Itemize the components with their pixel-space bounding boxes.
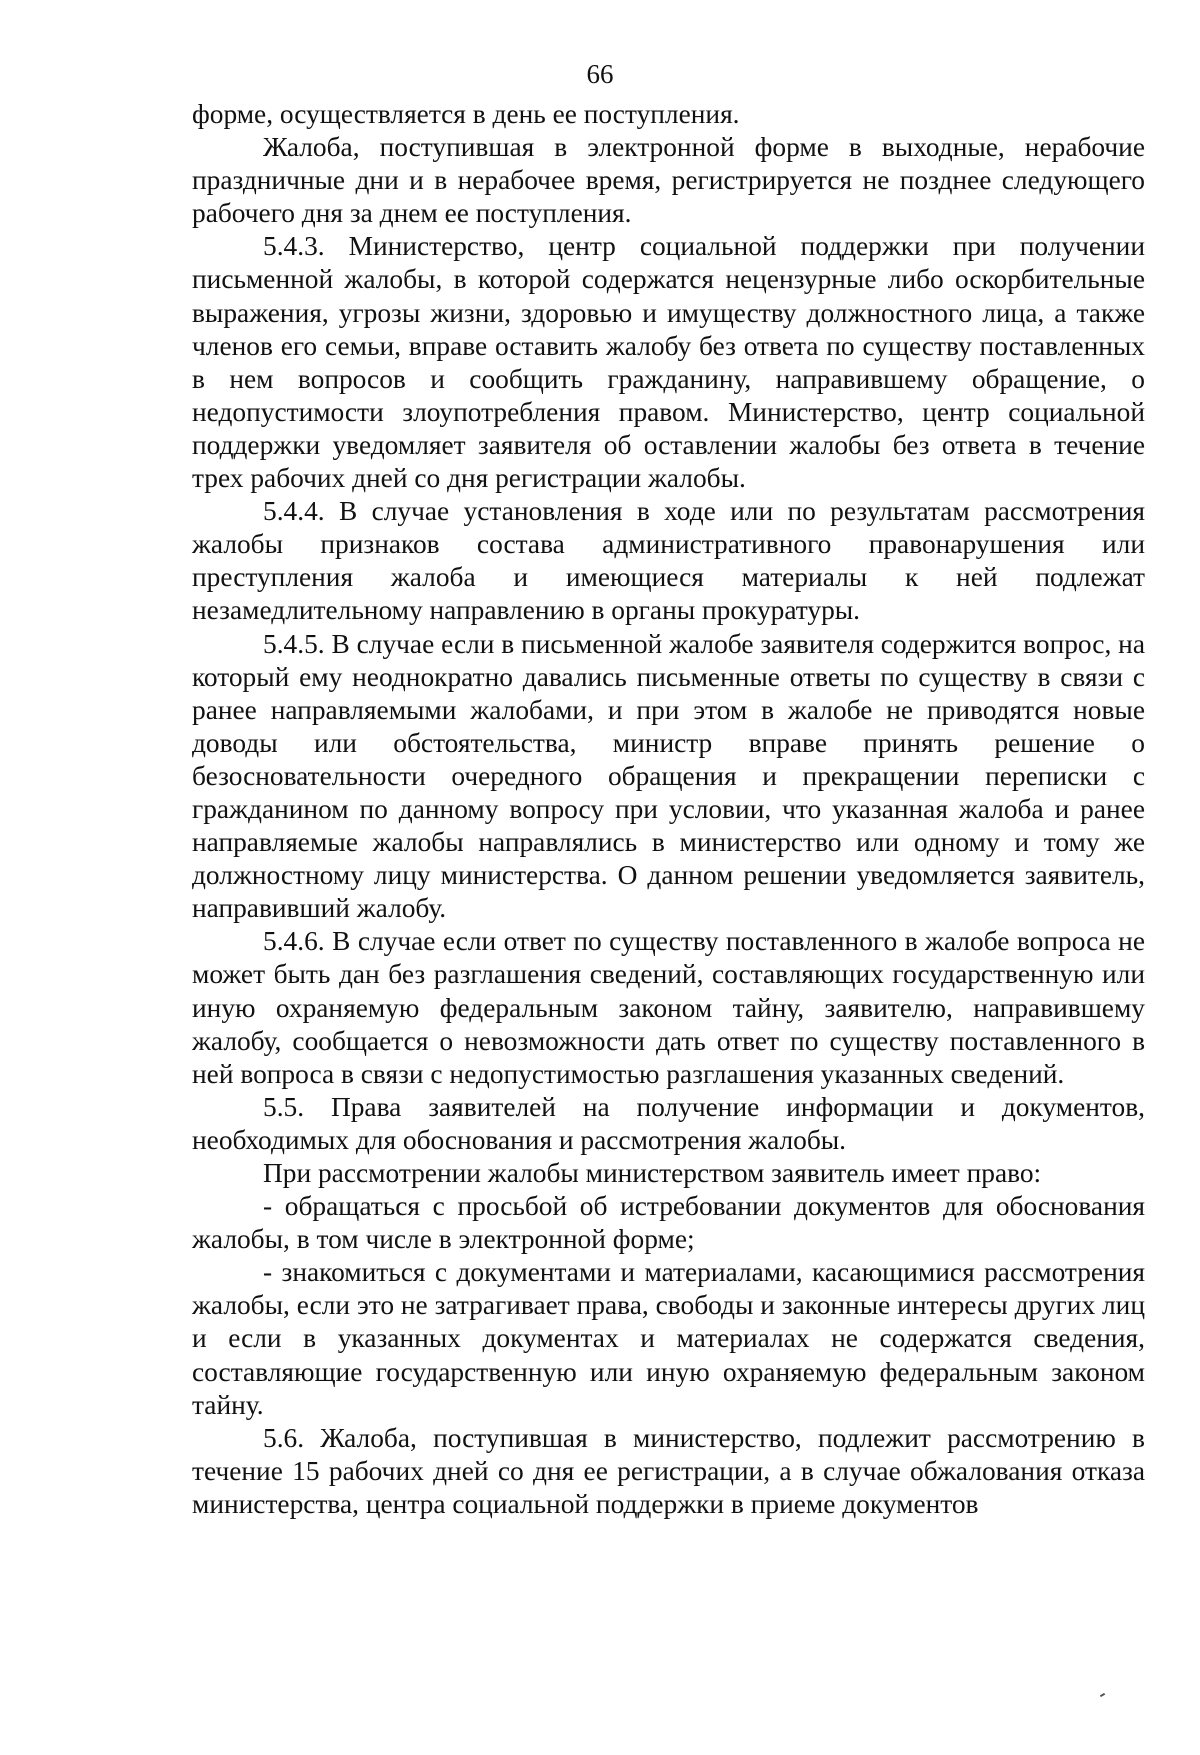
paragraph-5-4-5: 5.4.5. В случае если в письменной жалобе заявителя содержится вопрос, на который ему неоднократно давались письменные ответы по существу в связи с ранее направляемыми жалобами, и при этом в жалобе не приводятся новые доводы или обстоятельства, министр вправе принять решение о безосновательности очередного обращения и прекращении переписки с гражданином по данному вопросу при условии, что указанная жалоба и ранее направляемые жалобы направлялись в министерство или одному и тому же должностному лицу министерства. О данном решении уведомляется заявитель, направивший жалобу.: [192, 628, 1145, 924]
page-number: 66: [586, 59, 614, 89]
scan-artifact: [1100, 1693, 1105, 1697]
paragraph-continuation: форме, осуществляется в день ее поступления.: [192, 99, 740, 129]
list-item-request-documents: - обращаться с просьбой об истребовании документов для обоснования жалобы, в том числе в электронной форме;: [192, 1191, 1145, 1255]
paragraph-5-4-4: 5.4.4. В случае установления в ходе или по результатам рассмотрения жалобы признаков состава административного правонарушения или преступления жалоба и имеющиеся материалы к ней подлежат незамедлительному направлению в органы прокуратуры.: [192, 496, 1145, 626]
paragraph-5-4-3: 5.4.3. Министерство, центр социальной поддержки при получении письменной жалобы, в которой содержатся нецензурные либо оскорбительные выражения, угрозы жизни, здоровью и имуществу должностного лица, а также членов его семьи, вправе оставить жалобу без ответа по существу поставленных в нем вопросов и сообщить гражданину, направившему обращение, о недопустимости злоупотребления правом. Министерство, центр социальной поддержки уведомляет заявителя об оставлении жалобы без ответа в течение трех рабочих дней со дня регистрации жалобы.: [192, 231, 1145, 494]
document-body: [192, 98, 1145, 1521]
paragraph-5-6: 5.6. Жалоба, поступившая в министерство, подлежит рассмотрению в течение 15 рабочих дней со дня ее регистрации, а в случае обжалования отказа министерства, центра социальной поддержки в приеме документов: [192, 1422, 1145, 1519]
list-item-review-documents: - знакомиться с документами и материалами, касающимися рассмотрения жалобы, если это не затрагивает права, свободы и законные интересы других лиц и если в указанных документах и материалах не содержатся сведения, составляющие государственную или иную охраняемую федеральным законом тайну.: [192, 1257, 1145, 1420]
paragraph-electronic-complaint: Жалоба, поступившая в электронной форме в выходные, нерабочие праздничные дни и в нерабочее время, регистрируется не позднее следующего рабочего дня за днем ее поступления.: [192, 132, 1145, 229]
paragraph-rights-intro: При рассмотрении жалобы министерством заявитель имеет право:: [263, 1158, 1042, 1188]
paragraph-5-5: 5.5. Права заявителей на получение информации и документов, необходимых для обоснования и рассмотрения жалобы.: [192, 1091, 1145, 1155]
paragraph-5-4-6: 5.4.6. В случае если ответ по существу поставленного в жалобе вопроса не может быть дан без разглашения сведений, составляющих государственную или иную охраняемую федеральным законом тайну, заявителю, направившему жалобу, сообщается о невозможности дать ответ по существу поставленного в ней вопроса в связи с недопустимостью разглашения указанных сведений.: [192, 926, 1145, 1089]
